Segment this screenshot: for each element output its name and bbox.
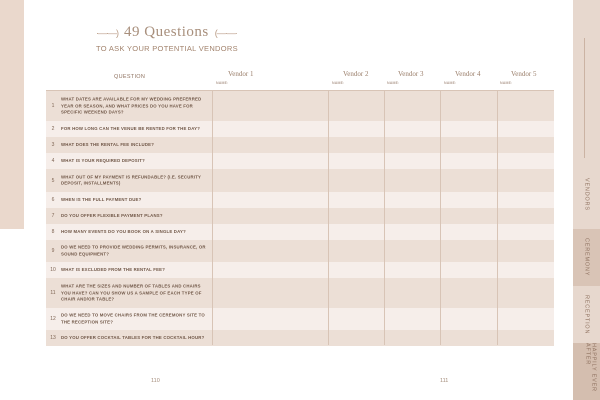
questions-table [46,66,554,346]
question-text: WHAT IS YOUR REQUIRED DEPOSIT? [61,157,145,163]
table-row [46,224,554,240]
tab-ceremony-label: CEREMONY [583,238,590,277]
vendor-3-header: Vendor 3 [398,70,424,78]
vendor-2-header: Vendor 2 [343,70,369,78]
column-divider [497,90,498,345]
tab-reception[interactable] [573,286,600,343]
left-spine-block [0,0,24,229]
tab-divider-line [584,38,585,158]
row-number: 3 [51,142,55,148]
column-divider [328,90,329,345]
vendor-4-header: Vendor 4 [455,70,481,78]
table-row [46,169,554,192]
question-text: WHAT OUT OF MY PAYMENT IS REFUNDABLE? (I.E. SECURITY DEPOSIT, INSTALLMENTS) [61,174,202,186]
question-text: WHAT DATES ARE AVAILABLE FOR MY WEDDING PREFERRED YEAR OR SEASON, AND WHAT PRICES DO YOU HAVE FOR SPECIFIC WEEKEND DAYS? [61,96,202,115]
table-body [46,91,554,346]
table-row [46,240,554,262]
table-row [46,121,554,137]
row-number: 4 [51,158,55,164]
vendor-3-name-label: NAME: [387,81,400,85]
row-number: 12 [50,316,56,322]
row-number: 7 [51,213,55,219]
question-text: DO YOU OFFER FLEXIBLE PAYMENT PLANS? [61,212,163,218]
table-row [46,330,554,346]
tab-happily-ever-after-label: HAPPILY EVER AFTER [584,343,597,392]
question-text: WHAT DOES THE RENTAL FEE INCLUDE? [61,141,155,147]
row-number: 6 [51,197,55,203]
row-number: 9 [51,248,55,254]
page-number-right: 111 [440,378,449,384]
flourish-right-icon: (—·—· [214,27,237,38]
vendor-4-name-label: NAME: [444,81,457,85]
column-divider [384,90,385,345]
question-text: DO WE NEED TO PROVIDE WEDDING PERMITS, INSURANCE, OR SOUND EQUIPMENT? [61,244,206,256]
question-text: DO WE NEED TO MOVE CHAIRS FROM THE CEREMONY SITE TO THE RECEPTION SITE? [61,312,205,324]
column-divider [440,90,441,345]
vendor-2-name-label: NAME: [332,81,345,85]
table-header [46,66,554,91]
row-number: 11 [50,290,56,296]
table-row [46,91,554,121]
vendor-5-header: Vendor 5 [511,70,537,78]
column-divider [212,90,213,345]
question-text: FOR HOW LONG CAN THE VENUE BE RENTED FOR THE DAY? [61,125,201,131]
question-text: HOW MANY EVENTS DO YOU BOOK ON A SINGLE DAY? [61,228,186,234]
question-text: WHAT IS EXCLUDED FROM THE RENTAL FEE? [61,266,166,272]
flourish-left-icon: ·—·—) [96,27,118,38]
row-number: 1 [51,103,55,109]
table-row [46,137,554,153]
page-title: 49 Questions [124,24,209,40]
page-subtitle: TO ASK YOUR POTENTIAL VENDORS [96,44,238,53]
vendor-1-name-label: NAME: [216,81,229,85]
tab-vendors[interactable] [573,0,600,229]
table-row [46,153,554,169]
tab-happily-ever-after[interactable] [573,343,600,400]
question-text: WHAT ARE THE SIZES AND NUMBER OF TABLES AND CHAIRS YOU HAVE? CAN YOU SHOW US A SAMPLE OF EACH TYPE OF CHAIR AND/OR TABLE? [61,283,202,302]
vendor-1-header: Vendor 1 [228,70,254,78]
row-number: 10 [50,267,56,273]
row-number: 8 [51,229,55,235]
table-row [46,192,554,208]
tab-vendors-label: VENDORS [583,178,590,211]
table-row [46,308,554,330]
row-number: 5 [51,177,55,184]
table-row [46,208,554,224]
title-row [96,24,238,41]
question-text: WHEN IS THE FULL PAYMENT DUE? [61,196,142,202]
tab-ceremony[interactable] [573,229,600,286]
question-column-header: QUESTION [114,74,146,80]
page-number-left: 110 [151,378,160,384]
page-header [96,24,238,53]
vendor-5-name-label: NAME: [500,81,513,85]
table-row [46,278,554,308]
table-row [46,262,554,278]
question-text: DO YOU OFFER COCKTAIL TABLES FOR THE COCKTAIL HOUR? [61,334,205,340]
tab-reception-label: RECEPTION [583,294,590,335]
row-number: 2 [51,126,55,132]
row-number: 13 [50,335,56,341]
